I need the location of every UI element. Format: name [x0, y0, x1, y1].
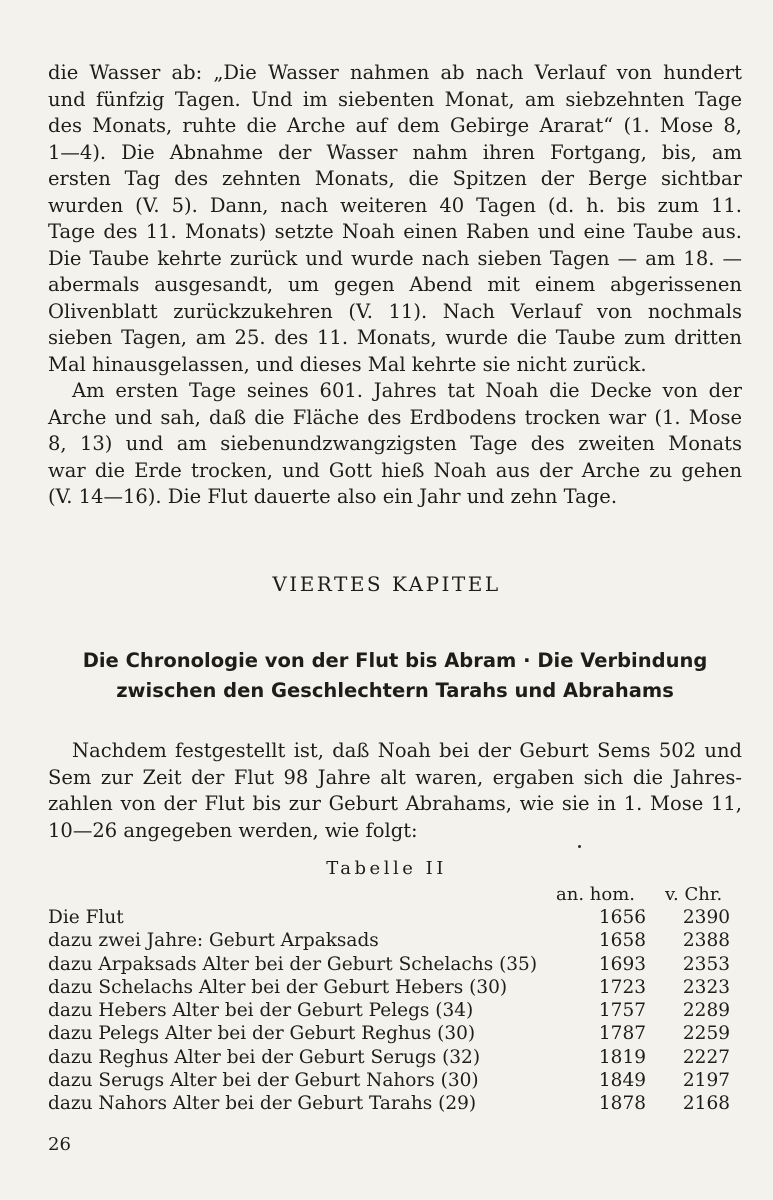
- row-vor-christus: 2323: [682, 976, 730, 998]
- row-anno-hominis: 1787: [598, 1023, 646, 1045]
- row-label: dazu Arpaksads Alter bei der Geburt Schelachs (35): [48, 953, 538, 975]
- row-label: dazu Serugs Alter bei der Geburt Nahors (30): [48, 1070, 479, 1092]
- row-label: dazu Pelegs Alter bei der Geburt Reghus (30): [48, 1023, 476, 1045]
- table-row: [48, 953, 742, 976]
- row-vor-christus: 2197: [682, 1070, 730, 1092]
- table-header-anno-hominis: an. hom.: [556, 884, 635, 905]
- chapter-subtitle-line-2: zwischen den Geschlechtern Tarahs und Abrahams: [116, 679, 674, 702]
- table-row: [48, 976, 742, 999]
- chapter-title: VIERTES KAPITEL: [272, 572, 501, 596]
- text-line: Sem zur Zeit der Flut 98 Jahre alt waren, ergaben sich die Jahres-: [48, 765, 742, 789]
- row-vor-christus: 2168: [682, 1093, 730, 1115]
- text-line: Die Taube kehrte zurück und wurde nach sieben Tagen — am 18. —: [48, 246, 742, 270]
- row-anno-hominis: 1656: [598, 907, 646, 928]
- row-vor-christus: 2390: [682, 907, 730, 928]
- text-line: (V. 14—16). Die Flut dauerte also ein Jahr und zehn Tage.: [48, 485, 618, 508]
- row-label: dazu Hebers Alter bei der Geburt Pelegs (34): [48, 1000, 474, 1022]
- row-anno-hominis: 1849: [598, 1070, 646, 1092]
- print-speck: [578, 845, 581, 848]
- row-vor-christus: 2259: [682, 1023, 730, 1045]
- text-line: war die Erde trocken, und Gott hieß Noah aus der Arche zu gehen: [48, 458, 742, 482]
- row-anno-hominis: 1723: [598, 976, 646, 998]
- text-line: abermals ausgesandt, um gegen Abend mit einem abgerissenen: [48, 273, 742, 296]
- text-line: Tage des 11. Monats) setzte Noah einen Raben und eine Taube aus.: [48, 220, 742, 243]
- text-line: 8, 13) und am siebenundzwangzigsten Tage des zweiten Monats: [48, 432, 742, 455]
- text-line: und fünfzig Tagen. Und im siebenten Monat, am siebzehnten Tage: [48, 87, 742, 111]
- text-line: 1—4). Die Abnahme der Wasser nahm ihren Fortgang, bis, am: [48, 140, 742, 164]
- body-paragraph-flood-end: [48, 378, 742, 511]
- chronology-table: [48, 906, 742, 1116]
- row-vor-christus: 2227: [682, 1046, 730, 1068]
- text-line: Mal hinausgelassen, und dieses Mal kehrte sie nicht zurück.: [48, 352, 647, 376]
- text-line: ersten Tag des zehnten Monats, die Spitzen der Berge sichtbar: [48, 167, 742, 190]
- text-line: Nachdem festgestellt ist, daß Noah bei der Geburt Sems 502 und: [72, 739, 742, 762]
- text-line: Arche und sah, daß die Fläche des Erdbodens trocken war (1. Mose: [48, 405, 742, 429]
- text-line: zahlen von der Flut bis zur Geburt Abrahams, wie sie in 1. Mose 11,: [48, 792, 742, 815]
- row-anno-hominis: 1693: [598, 953, 646, 975]
- row-vor-christus: 2353: [682, 953, 730, 975]
- text-line: Olivenblatt zurückzukehren (V. 11). Nach Verlauf von nochmals: [48, 299, 742, 323]
- row-label: dazu zwei Jahre: Geburt Arpaksads: [48, 930, 379, 952]
- row-vor-christus: 2289: [682, 1000, 730, 1022]
- row-label: dazu Nahors Alter bei der Geburt Tarahs (29): [48, 1093, 477, 1115]
- text-line: Am ersten Tage seines 601. Jahres tat Noah die Decke von der: [72, 379, 742, 402]
- page-number: 26: [48, 1134, 71, 1155]
- row-label: dazu Schelachs Alter bei der Geburt Hebers (30): [48, 976, 508, 998]
- table-row: [48, 1069, 742, 1092]
- body-paragraph-flood-account: [48, 60, 742, 378]
- chapter-subtitle-line-1: Die Chronologie von der Flut bis Abram · Die Verbindung: [82, 649, 708, 672]
- table-row: [48, 906, 742, 929]
- text-line: 10—26 angegeben werden, wie folgt:: [48, 818, 418, 842]
- table-row: [48, 999, 742, 1022]
- text-line: des Monats, ruhte die Arche auf dem Gebirge Ararat“ (1. Mose 8,: [48, 114, 742, 137]
- row-anno-hominis: 1658: [598, 930, 646, 952]
- chapter-subtitle: [48, 646, 742, 706]
- text-line: die Wasser ab: „Die Wasser nahmen ab nach Verlauf von hundert: [48, 61, 742, 84]
- text-line: sieben Tagen, am 25. des 11. Monats, wurde die Taube zum dritten: [48, 326, 742, 349]
- body-paragraph-chronology-intro: [48, 738, 742, 844]
- row-label: Die Flut: [48, 907, 124, 928]
- table-header-vor-christus: v. Chr.: [665, 884, 723, 905]
- table-row: [48, 1046, 742, 1069]
- table-row: [48, 929, 742, 952]
- table-row: [48, 1092, 742, 1115]
- row-anno-hominis: 1878: [598, 1093, 646, 1115]
- table-row: [48, 1022, 742, 1045]
- row-anno-hominis: 1819: [598, 1046, 646, 1068]
- row-label: dazu Reghus Alter bei der Geburt Serugs (32): [48, 1046, 481, 1068]
- row-vor-christus: 2388: [682, 930, 730, 952]
- table-caption: Tabelle II: [326, 858, 447, 879]
- text-line: wurden (V. 5). Dann, nach weiteren 40 Tagen (d. h. bis zum 11.: [48, 193, 742, 217]
- row-anno-hominis: 1757: [598, 1000, 646, 1022]
